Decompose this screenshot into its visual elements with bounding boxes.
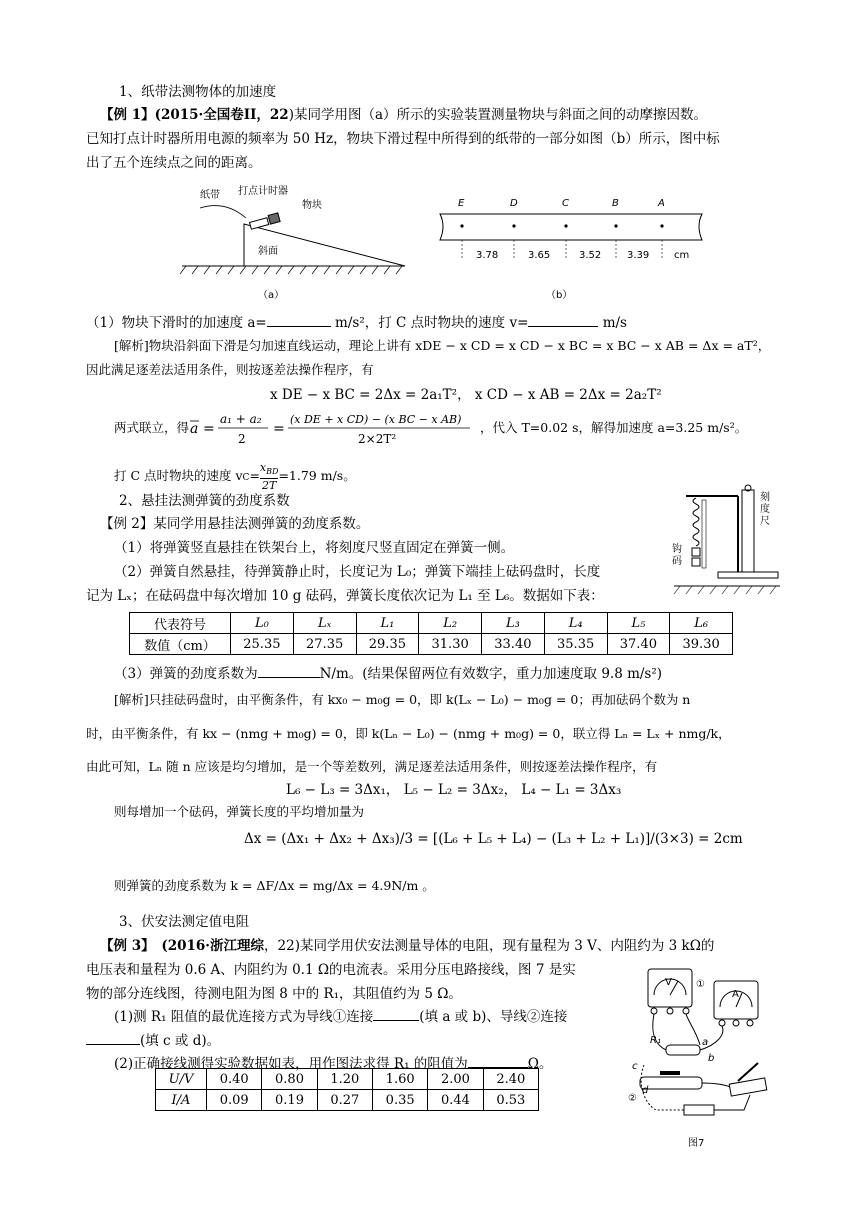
table-header-symbol: 代表符号 xyxy=(130,613,231,634)
example-2-step-2: （2）弹簧自然悬挂，待弹簧静止时，长度记为 L₀；弹簧下端挂上砝码盘时，长度 xyxy=(114,564,601,580)
example-3-text-2: 电压表和量程为 0.6 A、内阻约为 0.1 Ω的电流表。采用分压电路接线，图 7 是实 xyxy=(86,962,576,978)
analysis-1-result: ，代入 T=0.02 s，解得加速度 a=3.25 m/s²。 xyxy=(480,420,748,435)
label-weight: 钩码 xyxy=(672,544,682,567)
label-wire-1: ① xyxy=(696,979,705,990)
point-B: B xyxy=(612,198,619,209)
svg-text:2×2T²: 2×2T² xyxy=(358,432,397,446)
table-row-u xyxy=(156,1069,539,1090)
average-acceleration-formula xyxy=(188,405,478,449)
section-3-title: 3、伏安法测定值电阻 xyxy=(119,914,250,930)
analysis-2-line-3: 由此可知，Lₙ 随 n 应该是均匀增加，是一个等差数列，满足逐差法适用条件，则按逐差法操作程序，有 xyxy=(86,759,658,774)
label-tape: 纸带 xyxy=(200,190,220,201)
label-voltmeter: V xyxy=(665,977,672,988)
answer-blank-a[interactable] xyxy=(267,314,331,327)
question-3-1: (1)测 R₁ 阻值的最优连接方式为导线①连接 (填 a 或 b)、导线②连接 xyxy=(114,1009,568,1025)
distance-CB: 3.52 xyxy=(579,250,602,261)
table-row-symbols xyxy=(130,613,733,634)
table-cell: L₁ xyxy=(356,613,419,634)
analysis-2-line-2: 时，由平衡条件，有 kx − (nmg + m₀g) = 0，即 k(Lₙ − L₀) − (nmg + m₀g) = 0，联立得 Lₙ = Lₓ + nmg/k， xyxy=(86,726,731,741)
table-cell: Lₓ xyxy=(293,613,356,634)
table-cell: 2.00 xyxy=(428,1069,483,1090)
label-d: d xyxy=(642,1085,649,1096)
table-cell: 0.53 xyxy=(483,1090,538,1111)
table-cell: 0.19 xyxy=(262,1090,317,1111)
table-cell: 25.35 xyxy=(231,634,294,655)
analysis-2-line-1: [解析]只挂砝码盘时，由平衡条件，有 kx₀ − m₀g = 0，即 k(Lₓ − L₀) − m₀g = 0；再加砝码个数为 n xyxy=(114,692,691,707)
table-cell: 0.40 xyxy=(207,1069,262,1090)
figure-spring-stand xyxy=(672,482,782,604)
table-cell: 1.60 xyxy=(372,1069,427,1090)
table-cell: L₅ xyxy=(607,613,670,634)
table-cell: 31.30 xyxy=(419,634,482,655)
table-row-i xyxy=(156,1090,539,1111)
label-r1: R₁ xyxy=(650,1035,661,1046)
point-C: C xyxy=(562,198,569,209)
table-cell: 39.30 xyxy=(670,634,733,655)
analysis-2-line-5: 则弹簧的劲度系数为 k = ΔF/Δx = mg/Δx = 4.9N/m 。 xyxy=(114,878,435,893)
table-cell: 0.44 xyxy=(428,1090,483,1111)
table-cell: 0.09 xyxy=(207,1090,262,1111)
table-cell: 29.35 xyxy=(356,634,419,655)
table-cell: L₄ xyxy=(544,613,607,634)
svg-text:=: = xyxy=(273,421,285,437)
answer-blank-v[interactable] xyxy=(528,314,598,327)
example-1-intro: 【例 1】(2015·全国卷II，22)某同学用图（a）所示的实验装置测量物块与斜面之间的动摩擦因数。 xyxy=(100,107,708,123)
analysis-2-eq-1: L₆ − L₃ = 3Δx₁， L₅ − L₂ = 3Δx₂， L₄ − L₁ = 3Δx₃ xyxy=(286,782,622,798)
table-cell: 37.40 xyxy=(607,634,670,655)
figure-7-caption: 图7 xyxy=(688,1138,705,1149)
table-cell: 0.35 xyxy=(372,1090,427,1111)
figure-a-incline xyxy=(180,180,410,295)
analysis-1-velocity: 打 C 点时物块的速度 vC= $x_{BD}$ 2T =1.79 m/s。 xyxy=(114,461,356,493)
answer-blank-r1[interactable] xyxy=(468,1055,528,1068)
table-cell: L₃ xyxy=(482,613,545,634)
label-ammeter: A xyxy=(732,989,739,1000)
answer-blank-wire1[interactable] xyxy=(373,1008,419,1021)
analysis-1-line-2: 因此满足逐差法适用条件，则按逐差法操作程序，有 xyxy=(86,362,374,377)
distance-ED: 3.78 xyxy=(476,250,499,261)
table-cell: 1.20 xyxy=(317,1069,372,1090)
analysis-1-combine: 两式联立，得 xyxy=(114,420,190,435)
point-A: A xyxy=(658,198,665,209)
label-wire-2: ② xyxy=(628,1093,637,1104)
svg-text:=: = xyxy=(203,421,215,437)
table-cell: 2.40 xyxy=(483,1069,538,1090)
spring-data-table xyxy=(129,612,733,655)
voltage-current-table xyxy=(155,1068,539,1111)
table-cell: 35.35 xyxy=(544,634,607,655)
table-header-i: I/A xyxy=(156,1090,207,1111)
question-3-1b: (填 c 或 d)。 xyxy=(86,1029,220,1049)
table-cell: 33.40 xyxy=(482,634,545,655)
section-1-title: 1、纸带法测物体的加速度 xyxy=(119,84,277,100)
label-ruler: 刻度尺 xyxy=(760,492,770,527)
svg-text:2: 2 xyxy=(238,432,246,446)
table-header-value: 数值（cm） xyxy=(130,634,231,655)
example-3-intro: 【例 3】 (2016·浙江理综，22)某同学用伏安法测量导体的电阻，现有量程为 3 V、内阻约为 3 kΩ的 xyxy=(100,938,715,954)
figure-b-tape xyxy=(436,196,706,266)
example-2-step-1: （1）将弹簧竖直悬挂在铁架台上，将刻度尺竖直固定在弹簧一侧。 xyxy=(114,540,515,556)
example-2-intro: 【例 2】某同学用悬挂法测弹簧的劲度系数。 xyxy=(100,516,370,532)
analysis-1-line-1: [解析]物块沿斜面下滑是匀加速直线运动，理论上讲有 xDE − x CD = x CD − x BC = x BC − x AB = Δx = aT²， xyxy=(114,338,771,353)
analysis-1-eq-1: x DE − x BC = 2Δx = 2a₁T²， x CD − x AB = 2Δx = 2a₂T² xyxy=(270,387,662,403)
example-3-text-3: 物的部分连线图，待测电阻为图 8 中的 R₁，其阻值约为 5 Ω。 xyxy=(86,986,462,1002)
distance-BA: 3.39 xyxy=(627,250,650,261)
example-1-text-3: 出了五个连续点之间的距离。 xyxy=(86,155,262,171)
svg-text:a: a xyxy=(190,421,199,437)
analysis-2-eq-2: Δx = (Δx₁ + Δx₂ + Δx₃)/3 = [(L₆ + L₅ + L₄) − (L₃ + L₂ + L₁)]/(3×3) = 2cm xyxy=(244,831,743,847)
figure-7-circuit xyxy=(626,965,776,1127)
label-timer: 打点计时器 xyxy=(238,186,288,197)
question-1: （1）物块下滑时的加速度 a= m/s²，打 C 点时物块的速度 v= m/s xyxy=(86,315,627,331)
table-cell: L₂ xyxy=(419,613,482,634)
label-block: 物块 xyxy=(302,200,322,211)
answer-blank-k[interactable] xyxy=(258,665,320,678)
distance-DC: 3.65 xyxy=(528,250,551,261)
question-3-2: (2)正确接线测得实验数据如表，用作图法求得 R₁ 的阻值为 Ω。 xyxy=(114,1056,553,1072)
figure-b-caption: （b） xyxy=(546,290,573,301)
unit-cm: cm xyxy=(674,250,690,261)
table-cell: L₀ xyxy=(231,613,294,634)
label-a: a xyxy=(702,1037,709,1048)
analysis-2-line-4: 则每增加一个砝码，弹簧长度的平均增加量为 xyxy=(114,804,365,819)
table-row-values xyxy=(130,634,733,655)
label-c: c xyxy=(632,1061,638,1072)
label-incline: 斜面 xyxy=(258,246,278,257)
table-cell: 27.35 xyxy=(293,634,356,655)
figure-a-caption: （a） xyxy=(258,290,285,301)
example-1-text-2: 已知打点计时器所用电源的频率为 50 Hz，物块下滑过程中所得到的纸带的一部分如图（b）所示，图中标 xyxy=(86,131,720,147)
example-2-step-2b: 记为 Lₓ；在砝码盘中每次增加 10 g 砝码，弹簧长度依次记为 L₁ 至 L₆。数据如下表： xyxy=(86,588,604,604)
table-header-u: U/V xyxy=(156,1069,207,1090)
svg-text:(x DE + x CD) − (x BC − x AB): (x DE + x CD) − (x BC − x AB) xyxy=(290,413,462,426)
label-b: b xyxy=(708,1053,715,1064)
svg-text:a₁ + a₂: a₁ + a₂ xyxy=(220,412,262,426)
table-cell: L₆ xyxy=(670,613,733,634)
question-3: （3）弹簧的劲度系数为 N/m。(结果保留两位有效数字，重力加速度取 9.8 m/s²) xyxy=(114,666,663,682)
table-cell: 0.27 xyxy=(317,1090,372,1111)
point-E: E xyxy=(458,198,465,209)
table-cell: 0.80 xyxy=(262,1069,317,1090)
section-2-title: 2、悬挂法测弹簧的劲度系数 xyxy=(119,493,290,509)
point-D: D xyxy=(510,198,518,209)
answer-blank-wire2[interactable] xyxy=(86,1032,140,1045)
